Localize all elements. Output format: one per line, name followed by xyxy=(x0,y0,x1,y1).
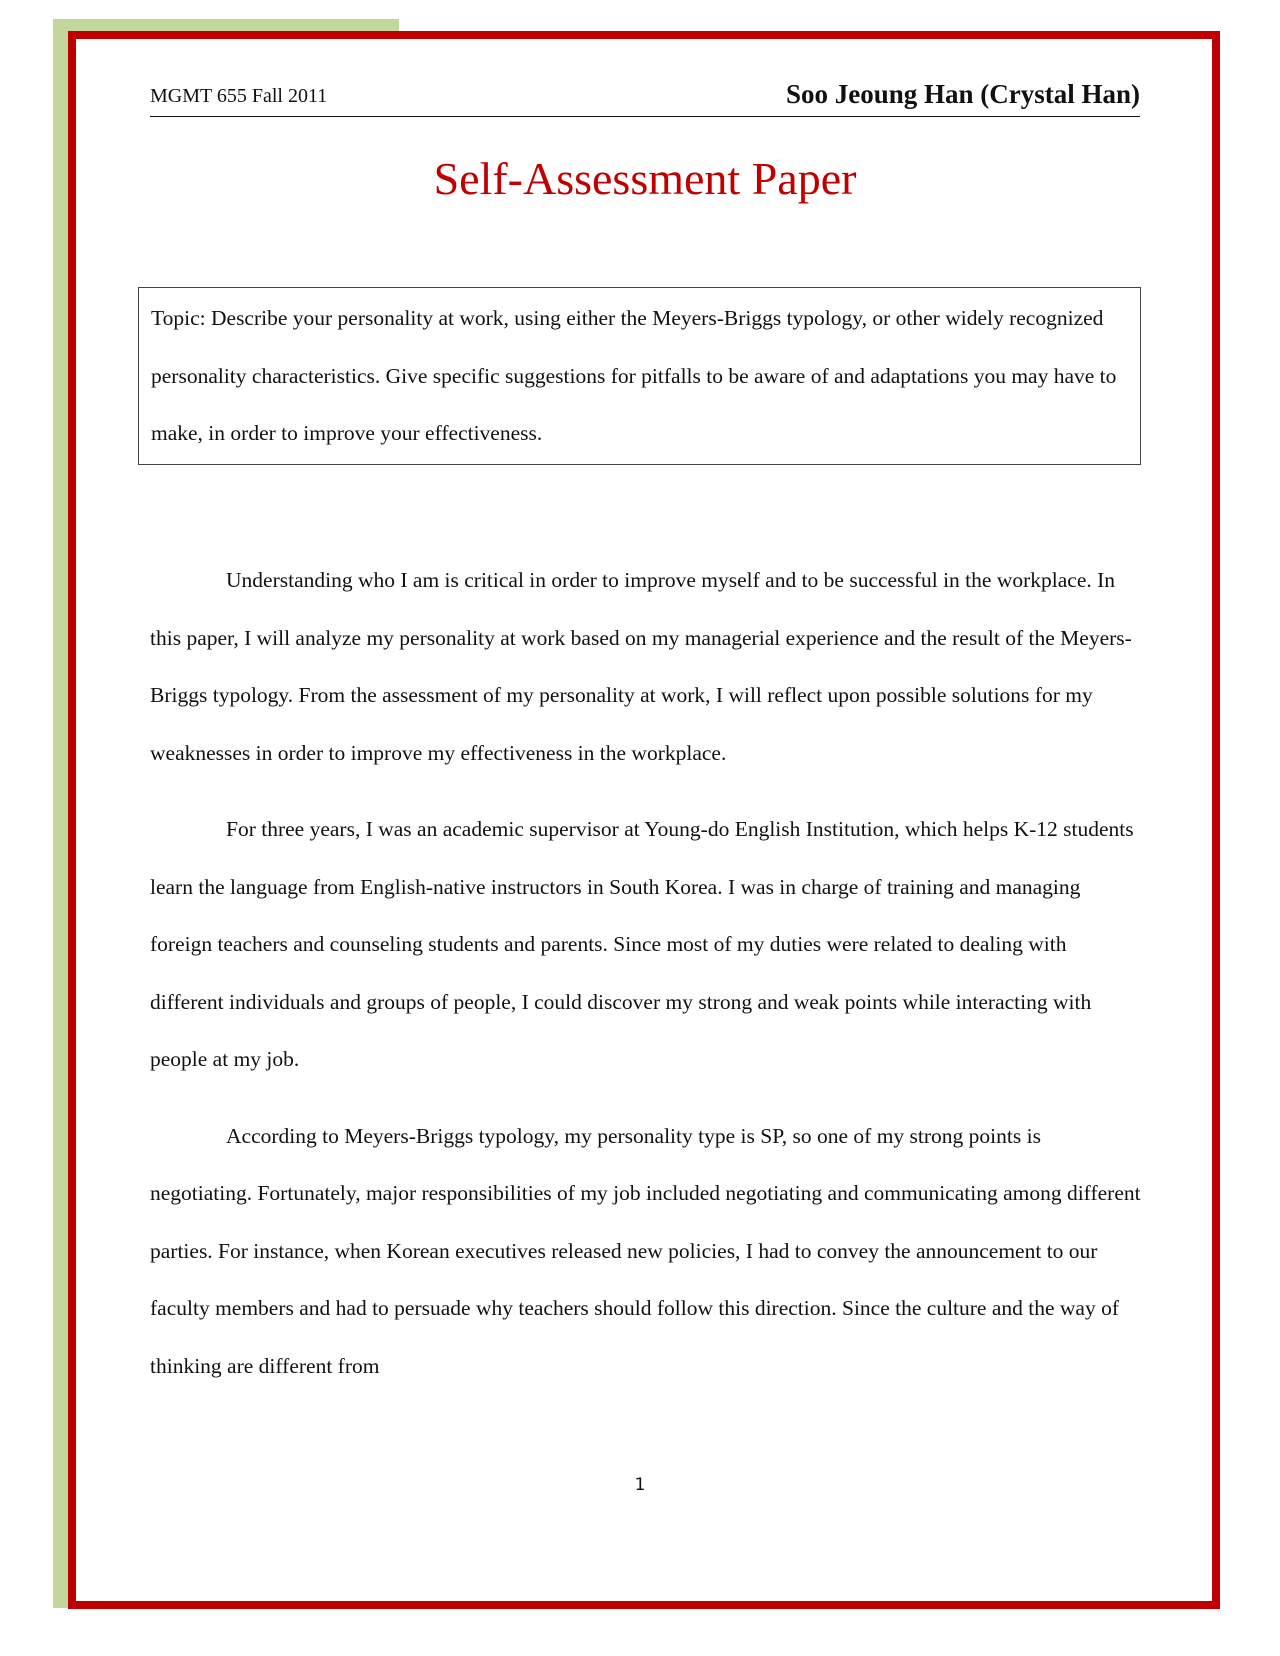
page-header xyxy=(150,78,1140,117)
paragraph-1: Understanding who I am is critical in order to improve myself and to be successful in the workplace. In this paper, I will analyze my personality at work based on my managerial experience and the result of the Meyers-Briggs typology. From the assessment of my personality at work, I will reflect upon possible solutions for my weaknesses in order to improve my effectiveness in the workplace. xyxy=(150,568,1132,765)
page-number: 1 xyxy=(634,1475,646,1495)
paper-title: Self-Assessment Paper xyxy=(433,153,857,204)
body-text xyxy=(150,552,1145,1414)
paragraph-2: For three years, I was an academic supervisor at Young-do English Institution, which helps K-12 students learn the language from English-native instructors in South Korea. I was in charge of training and managing foreign teachers and counseling students and parents. Since most of my duties were related to dealing with different individuals and groups of people, I could discover my strong and weak points while interacting with people at my job. xyxy=(150,817,1134,1071)
paragraph-3: According to Meyers-Briggs typology, my personality type is SP, so one of my strong points is negotiating. Fortunately, major responsibilities of my job included negotiating and communicating among different parties. For instance, when Korean executives released new policies, I had to convey the announcement to our faculty members and had to persuade why teachers should follow this direction. Since the culture and the way of thinking are different from xyxy=(150,1123,1141,1378)
course-label: MGMT 655 Fall 2011 xyxy=(150,85,328,107)
topic-text: Topic: Describe your personality at work, using either the Meyers-Briggs typology, or other widely recognized personality characteristics. Give specific suggestions for pitfalls to be aware of and adaptations you may have to make, in order to improve your effectiveness. xyxy=(151,306,1117,445)
author-name: Soo Jeoung Han (Crystal Han) xyxy=(785,79,1140,109)
topic-box xyxy=(138,287,1141,465)
